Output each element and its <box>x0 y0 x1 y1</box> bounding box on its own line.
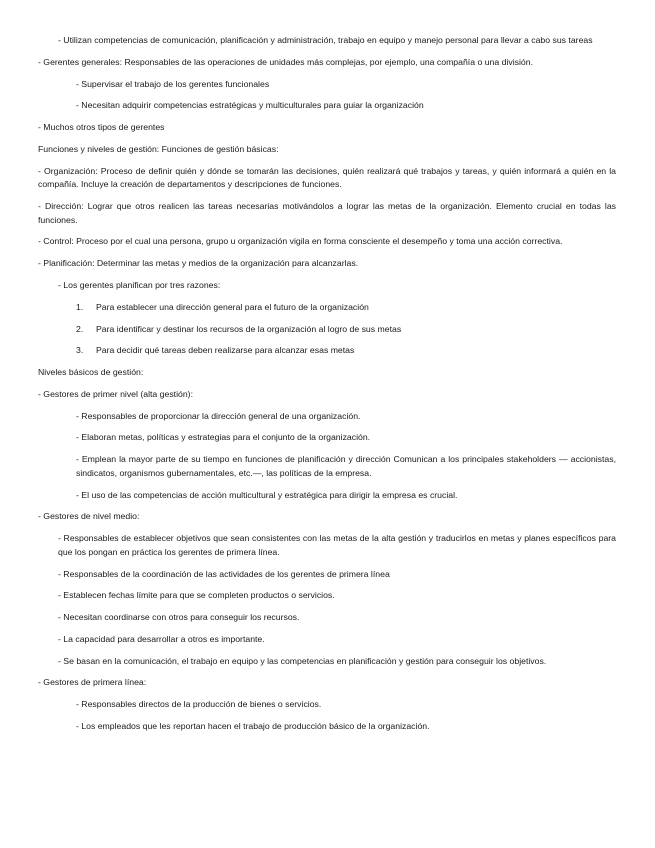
list-number: 1. <box>76 301 84 312</box>
paragraph: - La capacidad para desarrollar a otros es importante. <box>58 633 265 644</box>
paragraph: - El uso de las competencias de acción multicultural y estratégica para dirigir la empresa es crucial. <box>76 489 458 500</box>
list-item-text: Para decidir qué tareas deben realizarse para alcanzar esas metas <box>96 345 355 356</box>
paragraph: - Planificación: Determinar las metas y medios de la organización para alcanzarlas. <box>38 258 359 269</box>
paragraph: - Responsables de la coordinación de las actividades de los gerentes de primera línea <box>58 568 390 579</box>
numbered-item <box>38 344 616 358</box>
paragraph: - Gestores de primer nivel (alta gestión): <box>38 388 193 399</box>
numbered-item <box>38 301 616 315</box>
paragraph: - Elaboran metas, políticas y estrategias para el conjunto de la organización. <box>76 432 371 443</box>
paragraph: - Necesitan coordinarse con otros para conseguir los recursos. <box>58 612 300 623</box>
paragraph: - Se basan en la comunicación, el trabajo en equipo y las competencias en planificación y gestión para conseguir los objetivos. <box>58 655 547 666</box>
list-item-text: Para identificar y destinar los recursos de la organización al logro de sus metas <box>96 323 402 334</box>
paragraph: - Necesitan adquirir competencias estratégicas y multiculturales para guiar la organización <box>76 100 424 111</box>
paragraph: - Dirección: Lograr que otros realicen las tareas necesarias motivándolos a lograr las metas de la organización. Elemento crucial en todas las funciones. <box>38 201 616 225</box>
paragraph: - Responsables de proporcionar la dirección general de una organización. <box>76 410 361 421</box>
paragraph: - Los empleados que les reportan hacen el trabajo de producción básico de la organización. <box>76 721 430 732</box>
paragraph: - Gerentes generales: Responsables de las operaciones de unidades más complejas, por ejemplo, una compañía o una división. <box>38 56 534 67</box>
section-heading: Funciones y niveles de gestión: Funciones de gestión básicas: <box>38 143 279 154</box>
paragraph: - Los gerentes planifican por tres razones: <box>58 280 221 290</box>
paragraph: - Responsables directos de la producción de bienes o servicios. <box>76 699 322 710</box>
paragraph: - Organización: Proceso de definir quién y dónde se tomarán las decisiones, quién realizará qué trabajos y tareas, y quién informará a quién en la compañía. Incluye la creación de departamentos y descripciones de funciones. <box>38 165 616 190</box>
paragraph: - Emplean la mayor parte de su tiempo en funciones de planificación y dirección Comunican a los principales stakeholders — accionistas, sindicatos, organismos gubernamentales, etc.—, las políticas de la empresa. <box>76 454 616 478</box>
list-number: 2. <box>76 323 84 334</box>
paragraph: - Establecen fechas límite para que se completen productos o servicios. <box>58 590 335 601</box>
paragraph: - Gestores de nivel medio: <box>38 511 140 522</box>
paragraph: - Muchos otros tipos de gerentes <box>38 122 165 133</box>
paragraph: - Responsables de establecer objetivos que sean consistentes con las metas de la alta gestión y traducirlos en metas y planes específicos para que los pongan en práctica los gerentes de primera línea. <box>58 533 616 557</box>
paragraph: - Utilizan competencias de comunicación, planificación y administración, trabajo en equipo y manejo personal para llevar a cabo sus tareas <box>58 35 593 45</box>
numbered-item <box>38 323 616 337</box>
document-page <box>38 34 616 742</box>
paragraph: - Gestores de primera línea: <box>38 677 147 688</box>
paragraph: - Control: Proceso por el cual una persona, grupo u organización vigila en forma consciente el desempeño y toma una acción correctiva. <box>38 236 563 247</box>
list-number: 3. <box>76 345 84 356</box>
section-heading: Niveles básicos de gestión: <box>38 367 144 378</box>
list-item-text: Para establecer una dirección general para el futuro de la organización <box>96 301 369 312</box>
paragraph: - Supervisar el trabajo de los gerentes funcionales <box>76 78 270 89</box>
